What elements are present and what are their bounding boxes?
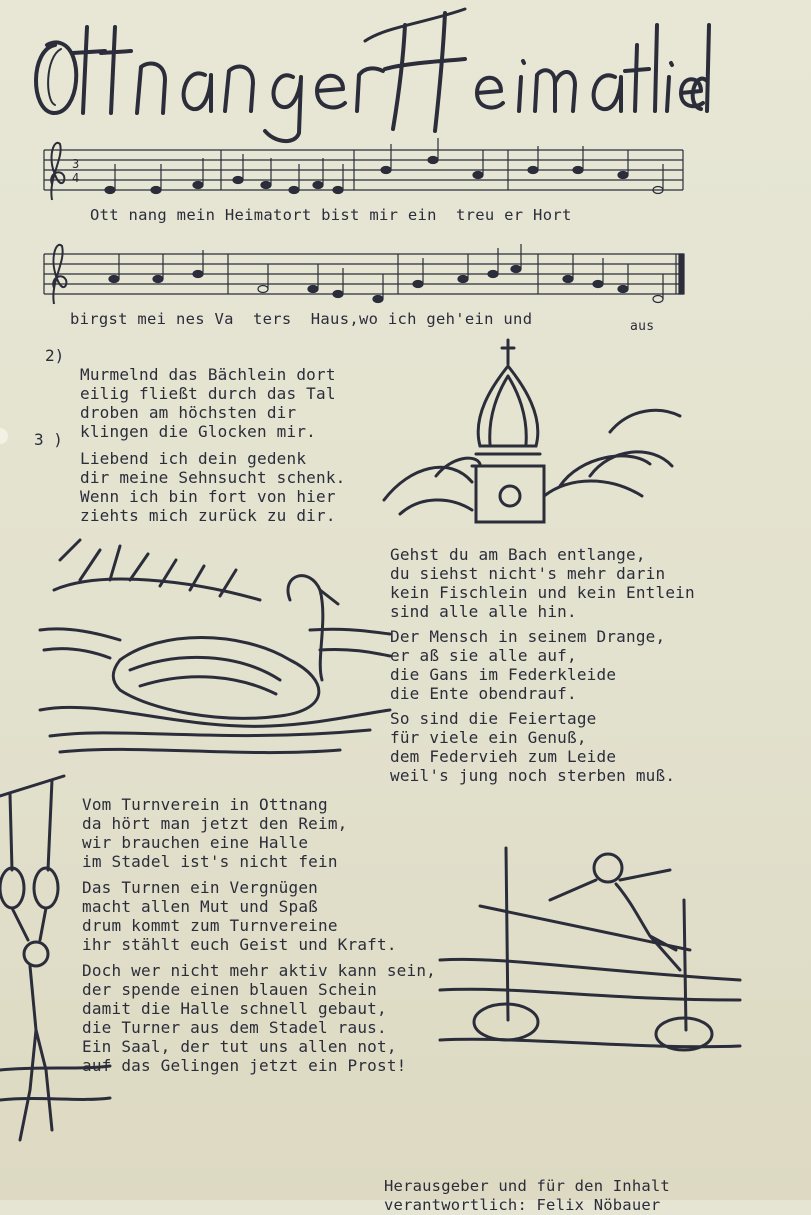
goose-poem-stanza-2 bbox=[390, 608, 665, 703]
turnverein-stanza-1 bbox=[82, 776, 348, 871]
verse-line: damit die Halle schnell gebaut, bbox=[82, 999, 387, 1018]
verse-line: er aß sie alle auf, bbox=[390, 646, 577, 665]
gymnast-rings-illustration bbox=[0, 770, 110, 1170]
verse-line: droben am höchsten dir bbox=[80, 403, 297, 422]
verse-line: Ein Saal, der tut uns allen not, bbox=[82, 1037, 397, 1056]
verse-2-number: 2) bbox=[45, 346, 65, 365]
verse-line: dir meine Sehnsucht schenk. bbox=[80, 468, 346, 487]
lyrics-line-2-end: aus bbox=[630, 319, 655, 334]
svg-text:3: 3 bbox=[72, 157, 80, 171]
verse-line: die Turner aus dem Stadel raus. bbox=[82, 1018, 387, 1037]
verse-line: weil's jung noch sterben muß. bbox=[390, 766, 676, 785]
verse-3-number: 3 ) bbox=[34, 430, 63, 449]
high-jumper-illustration bbox=[440, 840, 740, 1070]
verse-line: auf das Gelingen jetzt ein Prost! bbox=[82, 1056, 407, 1075]
verse-line: drum kommt zum Turnvereine bbox=[82, 916, 338, 935]
title-lettering bbox=[25, 5, 715, 145]
verse-line: Wenn ich bin fort von hier bbox=[80, 487, 336, 506]
verse-line: So sind die Feiertage bbox=[390, 709, 597, 728]
verse-line: klingen die Glocken mir. bbox=[80, 422, 316, 441]
music-staff-1 bbox=[38, 138, 688, 216]
verse-2 bbox=[80, 346, 336, 441]
church-tower-illustration bbox=[380, 336, 690, 526]
imprint bbox=[384, 1158, 670, 1215]
verse-line: im Stadel ist's nicht fein bbox=[82, 852, 338, 871]
swan-illustration bbox=[40, 530, 390, 760]
verse-line: die Gans im Federkleide bbox=[390, 665, 617, 684]
imprint-line-1: Herausgeber und für den Inhalt bbox=[384, 1177, 670, 1195]
music-staff-2 bbox=[38, 232, 688, 312]
verse-line: Liebend ich dein gedenk bbox=[80, 449, 307, 468]
verse-line: da hört man jetzt den Reim, bbox=[82, 814, 348, 833]
verse-line: Das Turnen ein Vergnügen bbox=[82, 878, 318, 897]
verse-line: Vom Turnverein in Ottnang bbox=[82, 795, 328, 814]
punch-hole bbox=[0, 428, 8, 444]
verse-line: Der Mensch in seinem Drange, bbox=[390, 627, 666, 646]
verse-line: für viele ein Genuß, bbox=[390, 728, 587, 747]
turnverein-stanza-3 bbox=[82, 942, 436, 1075]
verse-line: macht allen Mut und Spaß bbox=[82, 897, 318, 916]
verse-line: wir brauchen eine Halle bbox=[82, 833, 309, 852]
lyrics-line-2: birgst mei nes Va ters Haus,wo ich geh'ein und bbox=[70, 310, 533, 328]
verse-line: die Ente obendrauf. bbox=[390, 684, 577, 703]
turnverein-stanza-2 bbox=[82, 859, 397, 954]
verse-line: kein Fischlein und kein Entlein bbox=[390, 583, 695, 602]
verse-line: der spende einen blauen Schein bbox=[82, 980, 377, 999]
lyrics-line-1: Ott nang mein Heimatort bist mir ein treu er Hort bbox=[90, 206, 572, 224]
verse-3 bbox=[80, 430, 346, 525]
verse-line: Doch wer nicht mehr aktiv kann sein, bbox=[82, 961, 436, 980]
verse-line: eilig fließt durch das Tal bbox=[80, 384, 336, 403]
verse-line: Murmelnd das Bächlein dort bbox=[80, 365, 336, 384]
verse-line: sind alle alle hin. bbox=[390, 602, 577, 621]
svg-text:4: 4 bbox=[72, 171, 80, 185]
goose-poem-stanza-3 bbox=[390, 690, 675, 785]
imprint-line-2: verantwortlich: Felix Nöbauer bbox=[384, 1196, 661, 1214]
goose-poem-stanza-1 bbox=[390, 526, 695, 621]
verse-line: du siehst nicht's mehr darin bbox=[390, 564, 666, 583]
verse-line: dem Federvieh zum Leide bbox=[390, 747, 617, 766]
verse-line: Gehst du am Bach entlange, bbox=[390, 545, 646, 564]
verse-line: ihr stählt euch Geist und Kraft. bbox=[82, 935, 397, 954]
verse-line: ziehts mich zurück zu dir. bbox=[80, 506, 336, 525]
